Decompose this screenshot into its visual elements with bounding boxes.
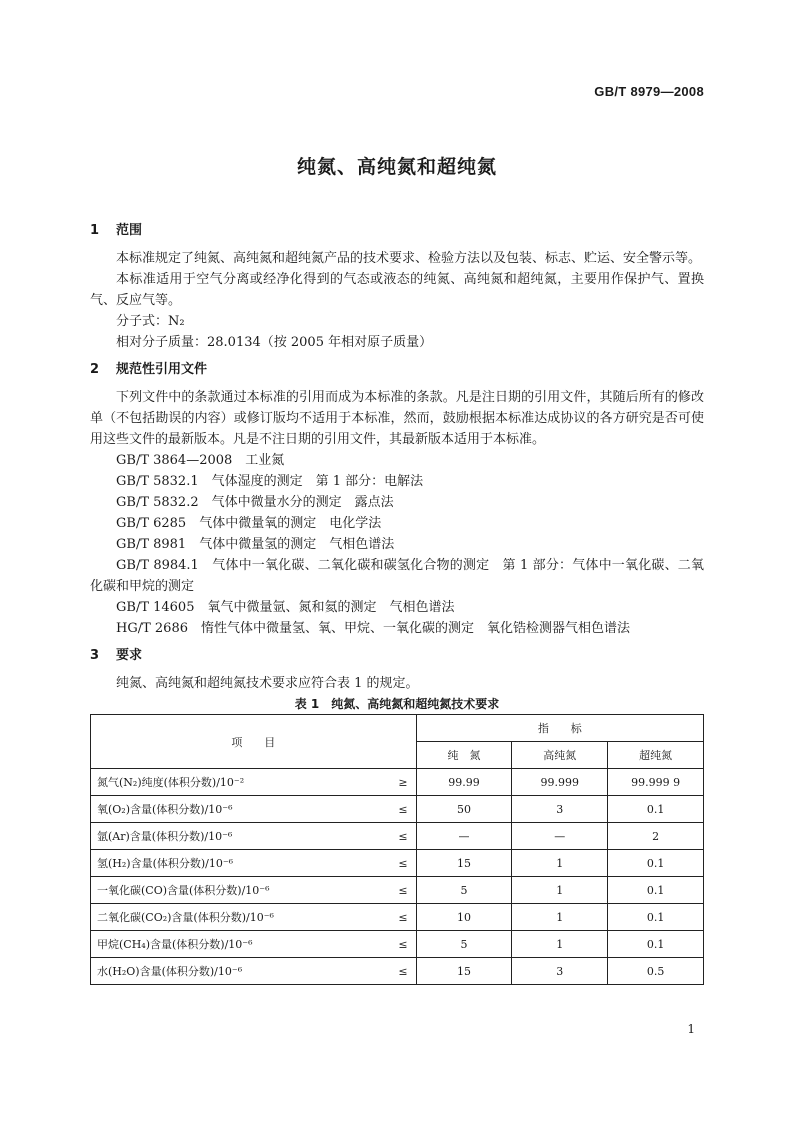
value-cell: 1 [512,904,608,931]
value-cell: 3 [512,796,608,823]
section-title: 要求 [116,648,143,663]
value-cell: 5 [416,931,512,958]
value-cell: 3 [512,958,608,985]
item-cell [91,769,417,796]
value-cell: 1 [512,931,608,958]
item-cell [91,796,417,823]
molecular-formula: 分子式：N₂ [116,314,185,329]
item-label: 氩(Ar)含量(体积分数)/10⁻⁶ [97,830,233,843]
comparison-operator: ≤ [398,910,408,924]
reference-item: GB/T 5832.1 气体湿度的测定 第 1 部分：电解法 [116,474,424,489]
reference-item: GB/T 8981 气体中微量氢的测定 气相色谱法 [116,537,395,552]
comparison-operator: ≤ [398,964,408,978]
paragraph: 下列文件中的条款通过本标准的引用而成为本标准的条款。凡是注日期的引用文件，其随后所有的修改单（不包括勘误的内容）或修订版均不适用于本标准，然而，鼓励根据本标准达成协议的各方研究是否可使用这些文件的最新版本。凡是不注日期的引用文件，其最新版本适用于本标准。 [90,390,704,447]
item-cell [91,823,417,850]
value-cell: — [416,823,512,850]
header-index: 指 标 [416,715,703,742]
value-cell: 1 [512,877,608,904]
item-label: 二氧化碳(CO₂)含量(体积分数)/10⁻⁶ [97,911,274,924]
reference-item: GB/T 3864—2008 工业氮 [116,453,285,468]
value-cell: 0.1 [608,931,704,958]
value-cell: 1 [512,850,608,877]
table-row [91,904,704,931]
item-cell [91,877,417,904]
molecular-mass: 相对分子质量：28.0134（按 2005 年相对原子质量） [116,335,433,350]
paragraph: 纯氮、高纯氮和超纯氮技术要求应符合表 1 的规定。 [116,676,419,691]
paragraph: 本标准规定了纯氮、高纯氮和超纯氮产品的技术要求、检验方法以及包装、标志、贮运、安全警示等。 [116,251,702,266]
comparison-operator: ≥ [398,775,408,789]
table-row [91,958,704,985]
header-item: 项 目 [91,715,417,769]
comparison-operator: ≤ [398,802,408,816]
comparison-operator: ≤ [398,829,408,843]
value-cell: 5 [416,877,512,904]
value-cell: 0.1 [608,877,704,904]
comparison-operator: ≤ [398,937,408,951]
section-number: 2 [90,362,100,377]
page-number: 1 [687,1022,695,1036]
column-header: 高纯氮 [512,742,608,769]
section-number: 3 [90,648,100,663]
value-cell: 50 [416,796,512,823]
item-label: 水(H₂O)含量(体积分数)/10⁻⁶ [97,965,243,978]
value-cell: 99.999 [512,769,608,796]
item-cell [91,904,417,931]
value-cell: 0.1 [608,904,704,931]
item-label: 氮气(N₂)纯度(体积分数)/10⁻² [97,776,245,789]
reference-item: HG/T 2686 惰性气体中微量氢、氧、甲烷、一氧化碳的测定 氧化锆检测器气相色谱法 [116,621,630,636]
value-cell: 99.99 [416,769,512,796]
document-title: 纯氮、高纯氮和超纯氮 [296,156,497,178]
standard-number: GB/T 8979—2008 [594,84,704,99]
value-cell: 0.1 [608,796,704,823]
comparison-operator: ≤ [398,856,408,870]
value-cell: 2 [608,823,704,850]
value-cell: 15 [416,850,512,877]
table-row [91,877,704,904]
item-label: 一氧化碳(CO)含量(体积分数)/10⁻⁶ [97,884,270,897]
column-header: 纯 氮 [416,742,512,769]
item-label: 氢(H₂)含量(体积分数)/10⁻⁶ [97,857,234,870]
item-cell [91,931,417,958]
value-cell: 10 [416,904,512,931]
section-1-heading [90,220,704,242]
value-cell: 99.999 9 [608,769,704,796]
item-label: 甲烷(CH₄)含量(体积分数)/10⁻⁶ [97,938,253,951]
comparison-operator: ≤ [398,883,408,897]
table-row [91,769,704,796]
requirements-table [90,714,704,985]
reference-item: GB/T 8984.1 气体中一氧化碳、二氧化碳和碳氢化合物的测定 第 1 部分：气体中一氧化碳、二氧化碳和甲烷的测定 [90,558,704,594]
item-label: 氧(O₂)含量(体积分数)/10⁻⁶ [97,803,233,816]
table-caption: 表 1 纯氮、高纯氮和超纯氮技术要求 [294,697,500,711]
section-number: 1 [90,223,100,238]
reference-item: GB/T 5832.2 气体中微量水分的测定 露点法 [116,495,394,510]
column-header: 超纯氮 [608,742,704,769]
item-cell [91,958,417,985]
value-cell: — [512,823,608,850]
value-cell: 0.1 [608,850,704,877]
item-cell [91,850,417,877]
table-row [91,850,704,877]
section-2-heading [90,359,704,381]
reference-item: GB/T 6285 气体中微量氧的测定 电化学法 [116,516,382,531]
table-row [91,823,704,850]
section-3-heading [90,645,704,667]
reference-item: GB/T 14605 氧气中微量氩、氮和氦的测定 气相色谱法 [116,600,455,615]
value-cell: 0.5 [608,958,704,985]
paragraph: 本标准适用于空气分离或经净化得到的气态或液态的纯氮、高纯氮和超纯氮，主要用作保护气、置换气、反应气等。 [90,272,704,308]
document-body [90,220,704,985]
value-cell: 15 [416,958,512,985]
section-title: 范围 [116,223,143,238]
table-row [91,796,704,823]
section-title: 规范性引用文件 [116,362,208,377]
table-row [91,931,704,958]
